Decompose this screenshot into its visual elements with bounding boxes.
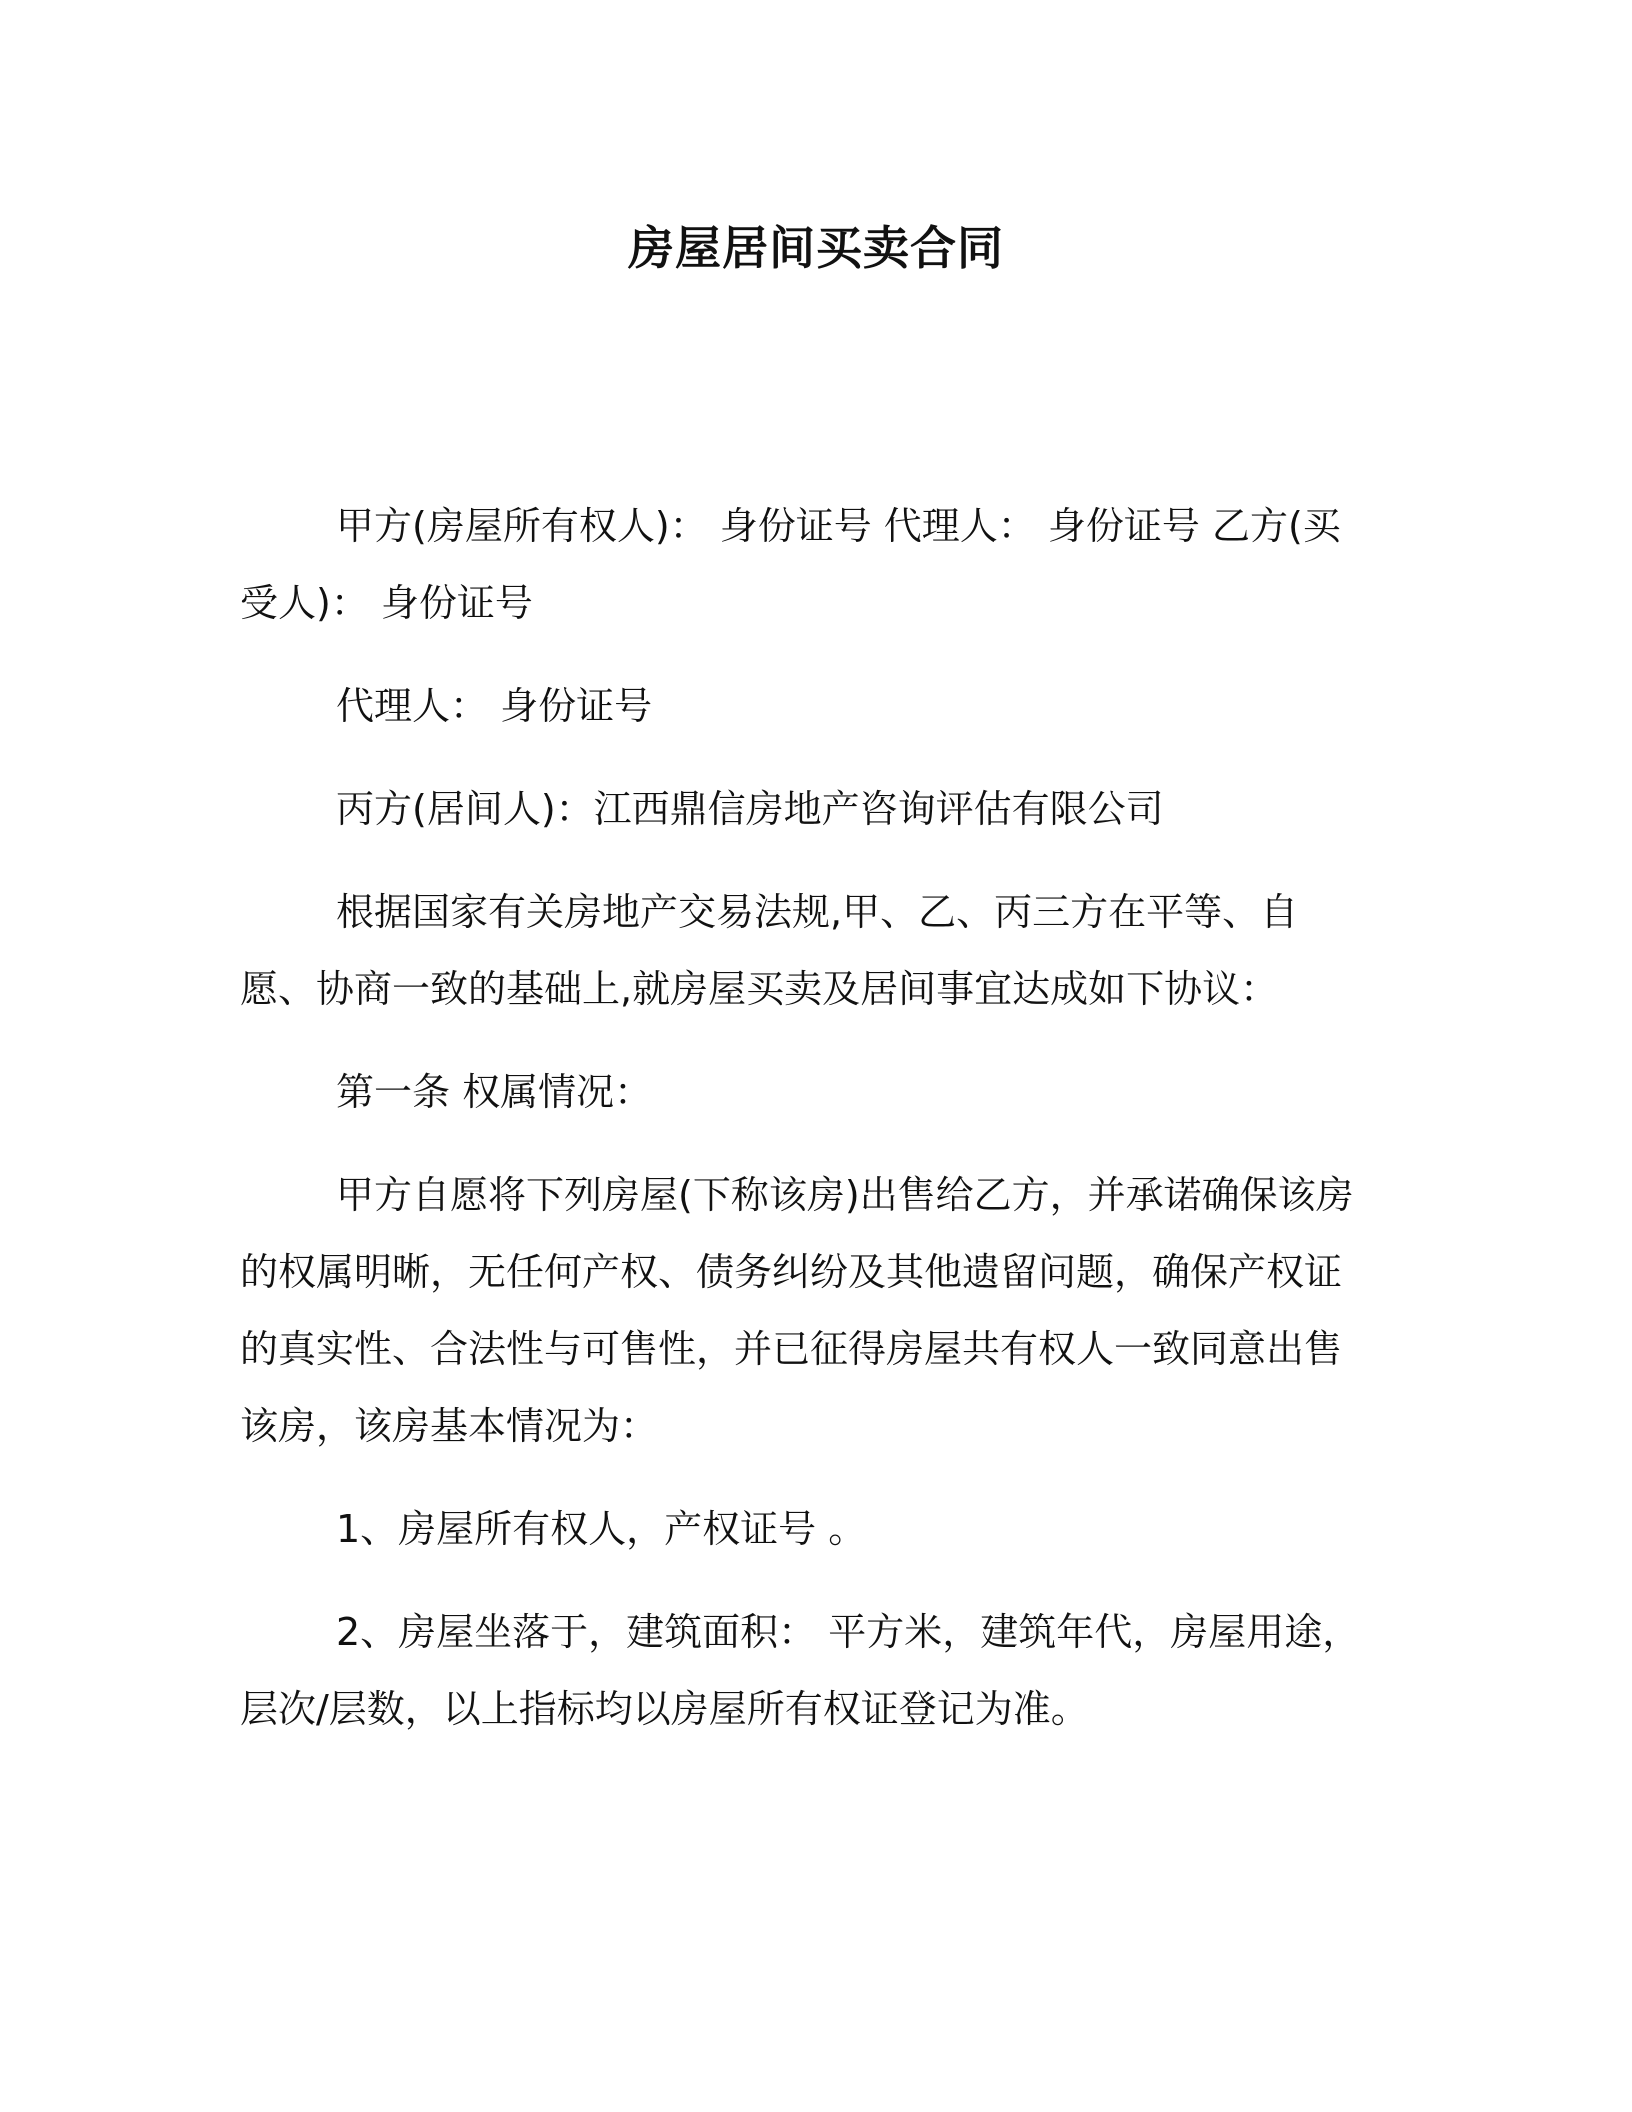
party-a-paragraph: 甲方(房屋所有权人)： 身份证号 代理人： 身份证号 乙方(买受人)： 身份证号 xyxy=(240,504,1341,625)
preamble-paragraph: 根据国家有关房地产交易法规,甲、乙、丙三方在平等、自愿、协商一致的基础上,就房屋买卖及居间事宜达成如下协议： xyxy=(240,890,1299,1011)
ownership-paragraph: 甲方自愿将下列房屋(下称该房)出售给乙方，并承诺确保该房的权属明晰，无任何产权、债务纠纷及其他遗留问题，确保产权证的真实性、合法性与可售性，并已征得房屋共有权人一致同意出售该房，该房基本情况为： xyxy=(240,1173,1354,1448)
document-title: 房屋居间买卖合同 xyxy=(628,221,1004,275)
party-b-agent-paragraph: 代理人： 身份证号 xyxy=(336,684,653,728)
document-body xyxy=(240,488,1372,1774)
party-c-paragraph: 丙方(居间人)：江西鼎信房地产咨询评估有限公司 xyxy=(336,787,1164,831)
article-one-heading: 第一条 权属情况： xyxy=(336,1070,653,1114)
item-two-paragraph: 2、房屋坐落于，建筑面积： 平方米，建筑年代，房屋用途，层次/层数，以上指标均以房屋所有权证登记为准。 xyxy=(240,1610,1361,1731)
item-one-paragraph: 1、房屋所有权人，产权证号 。 xyxy=(336,1507,867,1551)
